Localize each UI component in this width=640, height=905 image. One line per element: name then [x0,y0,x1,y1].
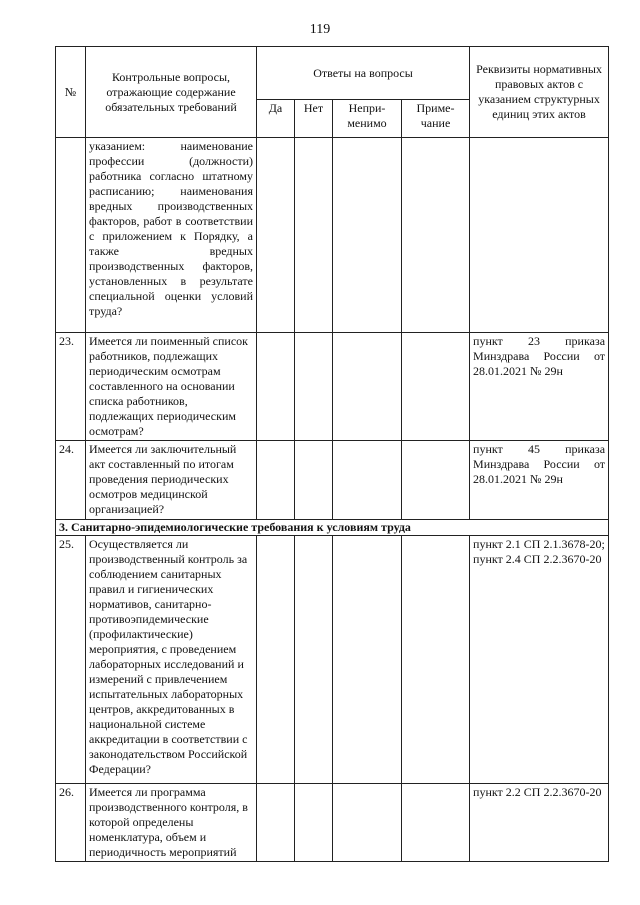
header-yes: Да [257,100,295,138]
header-references: Реквизиты нормативных правовых актов с указанием структурных единиц этих актов [470,47,609,138]
answer-yes-cell[interactable] [257,536,295,784]
answer-yes-cell[interactable] [257,441,295,520]
table-row [56,333,609,441]
answer-no-cell[interactable] [295,441,333,520]
answer-yes-cell[interactable] [257,784,295,862]
row-number [56,138,86,333]
answer-note-cell[interactable] [402,138,470,333]
row-question: Имеется ли поименный список работников, подлежащих периодическим осмотрам составленного на основании списка работников, подлежащих периодическим осмотрам? [86,333,257,441]
answer-yes-cell[interactable] [257,138,295,333]
header-questions: Контрольные вопросы, отражающие содержание обязательных требований [86,47,257,138]
answer-note-cell[interactable] [402,333,470,441]
answer-na-cell[interactable] [333,333,402,441]
table-row [56,536,609,784]
row-question: указанием: наименование профессии (должности) работника согласно штатному расписанию; наименования вредных производственных факторов, работ в соответствии с приложением к Порядку, а также вредных производственных факторов, установленных в результате специальной оценки условий труда? [86,138,257,333]
row-number: 23. [56,333,86,441]
row-question: Имеется ли программа производственного контроля, в которой определены номенклатура, объем и периодичность мероприятий [86,784,257,862]
section-row [56,520,609,536]
answer-no-cell[interactable] [295,784,333,862]
table-row [56,441,609,520]
row-reference: пункт 45 приказа Минздрава России от 28.01.2021 № 29н [470,441,609,520]
header-not-applicable: Непри-менимо [333,100,402,138]
answer-note-cell[interactable] [402,441,470,520]
row-number: 24. [56,441,86,520]
answer-na-cell[interactable] [333,138,402,333]
table-row [56,138,609,333]
reference-line: пункт 2.4 СП 2.2.3670-20 [473,552,602,566]
answer-na-cell[interactable] [333,784,402,862]
row-reference [470,536,609,784]
row-reference: пункт 23 приказа Минздрава России от 28.01.2021 № 29н [470,333,609,441]
answer-na-cell[interactable] [333,441,402,520]
answer-note-cell[interactable] [402,536,470,784]
header-number: № [56,47,86,138]
reference-line: пункт 2.2 СП 2.2.3670-20 [473,785,602,799]
header-note: Приме-чание [402,100,470,138]
row-question: Имеется ли заключительный акт составленный по итогам проведения периодических осмотров медицинской организацией? [86,441,257,520]
table-row [56,784,609,862]
row-number: 26. [56,784,86,862]
answer-no-cell[interactable] [295,536,333,784]
checklist-table [55,46,609,862]
answer-yes-cell[interactable] [257,333,295,441]
row-question: Осуществляется ли производственный контроль за соблюдением санитарных правил и гигиенических нормативов, санитарно-противоэпидемические (профилактические) мероприятия, с проведением лабораторных исследований и измерений с привлечением испытательных лабораторных центров, аккредитованных в национальной системе аккредитации в соответствии с законодательством Российской Федерации? [86,536,257,784]
header-no: Нет [295,100,333,138]
answer-na-cell[interactable] [333,536,402,784]
reference-line: пункт 2.1 СП 2.1.3678-20; [473,537,605,551]
row-reference [470,784,609,862]
answer-note-cell[interactable] [402,784,470,862]
row-number: 25. [56,536,86,784]
answer-no-cell[interactable] [295,333,333,441]
page-number: 119 [309,22,331,37]
section-title: 3. Санитарно-эпидемиологические требования к условиям труда [56,520,609,536]
answer-no-cell[interactable] [295,138,333,333]
header-answers: Ответы на вопросы [257,47,470,100]
row-reference [470,138,609,333]
